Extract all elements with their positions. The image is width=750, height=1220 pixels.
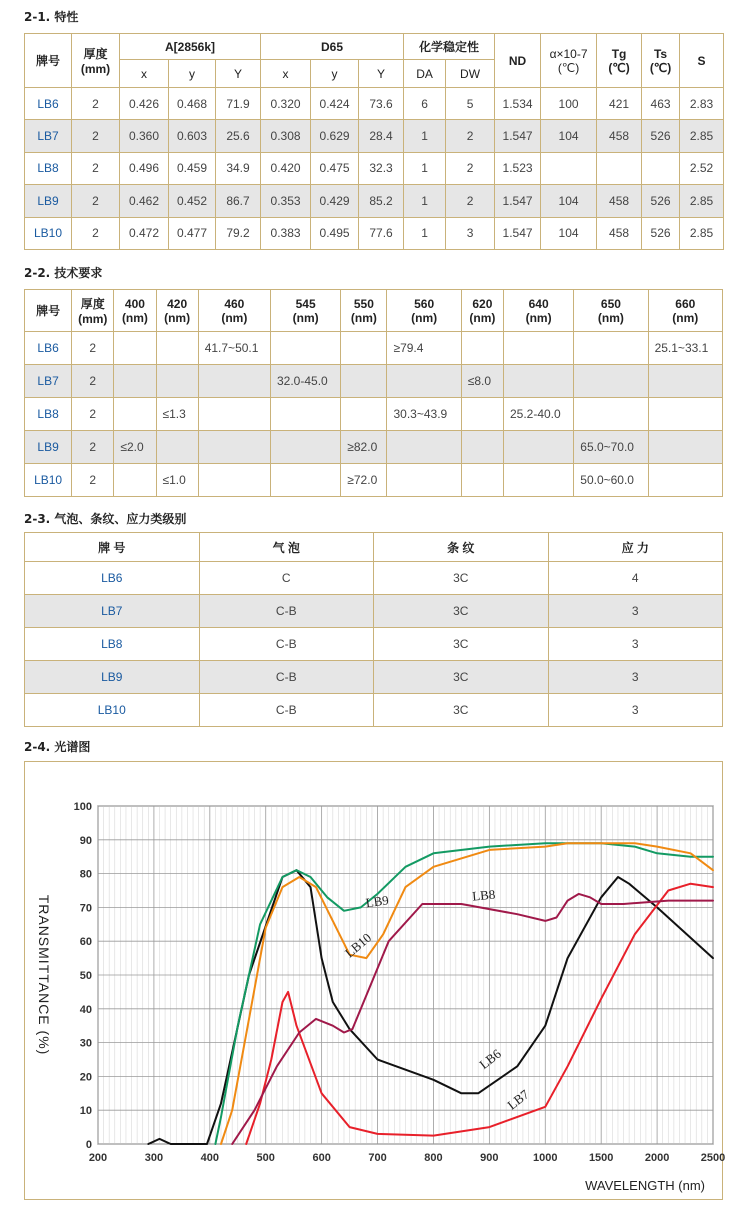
table-cell: 2 — [446, 120, 495, 152]
table-cell — [461, 332, 503, 365]
table-cell — [387, 464, 461, 497]
table-header: 400 (nm) — [114, 290, 156, 332]
table-header: 650 (nm) — [574, 290, 648, 332]
table-cell — [387, 365, 461, 398]
grade-code: LB6 — [25, 88, 72, 120]
table-cell: 0.477 — [169, 217, 216, 249]
table-cell: 25.6 — [216, 120, 261, 152]
table-cell: 2 — [72, 120, 120, 152]
table-row — [25, 464, 723, 497]
table-cell: 0.429 — [311, 185, 359, 217]
table-cell — [503, 365, 573, 398]
table-row — [25, 661, 723, 694]
y-tick-label: 60 — [79, 936, 92, 949]
table-cell: 2 — [72, 365, 114, 398]
x-tick-label: 700 — [368, 1152, 387, 1164]
table-row — [25, 185, 724, 217]
table-cell: 104 — [541, 217, 597, 249]
grade-code: LB10 — [25, 694, 200, 727]
x-tick-label: 2000 — [644, 1152, 670, 1164]
table-cell: 0.452 — [169, 185, 216, 217]
table-cell — [642, 152, 680, 184]
table-cell: 2.85 — [680, 185, 724, 217]
table-header: 应 力 — [548, 533, 723, 562]
table-cell: 100 — [541, 88, 597, 120]
header-dw: DW — [446, 60, 495, 88]
header-a-Y: Y — [216, 60, 261, 88]
table-cell — [597, 152, 642, 184]
table-cell: 104 — [541, 120, 597, 152]
table-cell: 0.424 — [311, 88, 359, 120]
table-cell — [574, 332, 648, 365]
table-cell — [156, 332, 198, 365]
table-cell: 77.6 — [359, 217, 404, 249]
x-tick-label: 500 — [256, 1152, 275, 1164]
table-cell: 3C — [374, 661, 549, 694]
grades-table — [24, 532, 723, 727]
header-code: 牌号 — [25, 34, 72, 88]
header-d65: D65 — [261, 34, 404, 60]
table-cell: 25.2-40.0 — [503, 398, 573, 431]
table-header: 牌号 — [25, 290, 72, 332]
table-cell: 1.523 — [495, 152, 541, 184]
grade-code: LB10 — [25, 464, 72, 497]
table-cell — [271, 464, 341, 497]
table-cell: 3 — [548, 628, 723, 661]
table-row — [25, 595, 723, 628]
table-cell — [648, 365, 722, 398]
x-tick-label: 300 — [144, 1152, 164, 1164]
table-row — [25, 398, 723, 431]
table-cell: 0.472 — [120, 217, 169, 249]
table-cell: 463 — [642, 88, 680, 120]
header-d65-y: y — [311, 60, 359, 88]
table-cell — [114, 464, 156, 497]
table-cell: 0.468 — [169, 88, 216, 120]
table-cell: ≤2.0 — [114, 431, 156, 464]
table-cell: 5 — [446, 88, 495, 120]
x-axis-label: WAVELENGTH (nm) — [585, 1178, 705, 1193]
table-cell: 30.3~43.9 — [387, 398, 461, 431]
y-tick-label: 20 — [79, 1071, 92, 1084]
table-cell: 28.4 — [359, 120, 404, 152]
table-cell: 526 — [642, 120, 680, 152]
table-row — [25, 332, 723, 365]
header-a2856k: A[2856k] — [120, 34, 261, 60]
table-cell — [341, 365, 387, 398]
table-header: 460 (nm) — [198, 290, 270, 332]
table-cell: 3 — [548, 661, 723, 694]
table-cell — [503, 431, 573, 464]
table-cell — [461, 398, 503, 431]
y-tick-label: 70 — [79, 902, 92, 915]
properties-table — [24, 33, 724, 250]
grade-code: LB9 — [25, 185, 72, 217]
table-cell: ≤1.0 — [156, 464, 198, 497]
table-header: 560 (nm) — [387, 290, 461, 332]
table-cell: ≤8.0 — [461, 365, 503, 398]
table-cell: 2.52 — [680, 152, 724, 184]
table-cell: 32.3 — [359, 152, 404, 184]
table-cell: 2.85 — [680, 217, 724, 249]
table-header: 660 (nm) — [648, 290, 722, 332]
table-row — [25, 628, 723, 661]
table-cell: ≥79.4 — [387, 332, 461, 365]
table-header: 640 (nm) — [503, 290, 573, 332]
x-tick-label: 400 — [200, 1152, 219, 1164]
table-cell: ≤1.3 — [156, 398, 198, 431]
header-thickness: 厚度 (mm) — [72, 34, 120, 88]
table-cell: C-B — [199, 661, 374, 694]
y-tick-label: 90 — [79, 834, 92, 847]
table-header: 条 纹 — [374, 533, 549, 562]
table-cell — [341, 398, 387, 431]
table-cell: 0.462 — [120, 185, 169, 217]
table-cell — [271, 431, 341, 464]
table-cell: 1 — [404, 185, 446, 217]
table-cell: 526 — [642, 217, 680, 249]
series-label: LB6 — [476, 1045, 504, 1073]
table-cell — [114, 398, 156, 431]
grade-code: LB6 — [25, 332, 72, 365]
table-cell: 85.2 — [359, 185, 404, 217]
series-label: LB7 — [504, 1086, 532, 1113]
table-cell: 2 — [72, 185, 120, 217]
grade-code: LB7 — [25, 120, 72, 152]
table-cell — [156, 431, 198, 464]
table-cell — [198, 365, 270, 398]
table-header: 牌 号 — [25, 533, 200, 562]
table-cell — [648, 398, 722, 431]
table-cell — [271, 398, 341, 431]
table-cell — [503, 332, 573, 365]
table-cell: 2 — [72, 431, 114, 464]
table-cell: 0.360 — [120, 120, 169, 152]
table-row — [25, 152, 724, 184]
table-cell — [648, 431, 722, 464]
table-cell: C-B — [199, 595, 374, 628]
table-cell — [541, 152, 597, 184]
table-cell — [198, 464, 270, 497]
table-cell: 0.383 — [261, 217, 311, 249]
section-title-grades: 2-3. 气泡、条纹、应力类级别 — [24, 512, 187, 526]
table-cell: 71.9 — [216, 88, 261, 120]
table-cell — [461, 464, 503, 497]
table-cell: 458 — [597, 120, 642, 152]
table-cell: C-B — [199, 694, 374, 727]
table-row — [25, 562, 723, 595]
x-tick-label: 900 — [480, 1152, 499, 1164]
table-cell: 2 — [72, 398, 114, 431]
table-cell: 0.353 — [261, 185, 311, 217]
table-cell: 0.629 — [311, 120, 359, 152]
table-cell: 0.320 — [261, 88, 311, 120]
x-tick-label: 1500 — [588, 1152, 614, 1164]
y-tick-label: 30 — [79, 1037, 92, 1050]
grade-code: LB8 — [25, 628, 200, 661]
table-cell — [648, 464, 722, 497]
section-title-requirements: 2-2. 技术要求 — [24, 266, 103, 280]
x-tick-label: 800 — [424, 1152, 443, 1164]
table-cell: 65.0~70.0 — [574, 431, 648, 464]
table-cell: 0.495 — [311, 217, 359, 249]
table-cell: 6 — [404, 88, 446, 120]
grade-code: LB10 — [25, 217, 72, 249]
table-cell: 50.0~60.0 — [574, 464, 648, 497]
table-cell: 4 — [548, 562, 723, 595]
table-header: 550 (nm) — [341, 290, 387, 332]
table-cell: 2.83 — [680, 88, 724, 120]
table-cell: 86.7 — [216, 185, 261, 217]
grade-code: LB7 — [25, 595, 200, 628]
table-cell — [114, 365, 156, 398]
y-axis-label: TRANSMITTANCE (%) — [36, 894, 52, 1056]
table-cell — [198, 398, 270, 431]
table-cell: 3 — [446, 217, 495, 249]
table-cell: 0.308 — [261, 120, 311, 152]
table-cell — [156, 365, 198, 398]
table-cell: 1.547 — [495, 217, 541, 249]
table-cell: 79.2 — [216, 217, 261, 249]
table-cell: 1 — [404, 120, 446, 152]
y-tick-label: 10 — [79, 1105, 92, 1118]
table-cell — [461, 431, 503, 464]
table-cell: 34.9 — [216, 152, 261, 184]
table-cell: 32.0-45.0 — [271, 365, 341, 398]
table-cell: 2.85 — [680, 120, 724, 152]
grade-code: LB8 — [25, 398, 72, 431]
table-row — [25, 431, 723, 464]
table-cell: 3C — [374, 628, 549, 661]
table-cell: 3 — [548, 595, 723, 628]
table-cell: 2 — [446, 185, 495, 217]
header-chemical-stability: 化学稳定性 — [404, 34, 495, 60]
table-row — [25, 694, 723, 727]
table-cell: 2 — [72, 464, 114, 497]
table-cell: 2 — [72, 152, 120, 184]
grade-code: LB7 — [25, 365, 72, 398]
grade-code: LB8 — [25, 152, 72, 184]
spectrum-chart — [25, 762, 726, 1199]
table-cell: 1.547 — [495, 185, 541, 217]
table-header: 厚度 (mm) — [72, 290, 114, 332]
section-title-properties: 2-1. 特性 — [24, 10, 79, 24]
spectrum-chart-frame — [24, 761, 726, 1200]
table-cell: 1.547 — [495, 120, 541, 152]
header-tg: Tg (℃) — [597, 34, 642, 88]
y-tick-label: 40 — [79, 1003, 92, 1016]
header-d65-Y: Y — [359, 60, 404, 88]
x-tick-label: 600 — [312, 1152, 331, 1164]
table-cell: 0.496 — [120, 152, 169, 184]
table-cell: 25.1~33.1 — [648, 332, 722, 365]
header-d65-x: x — [261, 60, 311, 88]
table-cell — [574, 365, 648, 398]
table-row — [25, 88, 724, 120]
table-cell — [271, 332, 341, 365]
table-cell: 526 — [642, 185, 680, 217]
table-cell: 2 — [72, 88, 120, 120]
table-cell: C-B — [199, 628, 374, 661]
header-s: S — [680, 34, 724, 88]
table-cell: 458 — [597, 217, 642, 249]
header-nd: ND — [495, 34, 541, 88]
table-cell: 421 — [597, 88, 642, 120]
grade-code: LB9 — [25, 661, 200, 694]
table-cell: 0.420 — [261, 152, 311, 184]
table-cell: 1 — [404, 152, 446, 184]
y-tick-label: 50 — [79, 970, 92, 982]
table-cell: ≥82.0 — [341, 431, 387, 464]
table-row — [25, 120, 724, 152]
requirements-table — [24, 289, 723, 497]
table-cell: 2 — [446, 152, 495, 184]
table-row — [25, 217, 724, 249]
table-cell: 1 — [404, 217, 446, 249]
table-cell: 3C — [374, 694, 549, 727]
table-header: 420 (nm) — [156, 290, 198, 332]
series-label: LB8 — [471, 886, 496, 904]
table-cell: 2 — [72, 217, 120, 249]
x-tick-label: 200 — [88, 1152, 108, 1164]
table-cell — [574, 398, 648, 431]
header-a-x: x — [120, 60, 169, 88]
table-row — [25, 365, 723, 398]
table-cell: C — [199, 562, 374, 595]
table-cell: 2 — [72, 332, 114, 365]
y-tick-label: 100 — [73, 801, 92, 813]
table-cell — [503, 464, 573, 497]
header-a-y: y — [169, 60, 216, 88]
table-cell: 3C — [374, 595, 549, 628]
table-header: 气 泡 — [199, 533, 374, 562]
header-ts: Ts (℃) — [642, 34, 680, 88]
series-label: LB10 — [341, 929, 375, 961]
x-tick-label: 1000 — [533, 1152, 558, 1164]
table-cell: 3 — [548, 694, 723, 727]
table-header: 545 (nm) — [271, 290, 341, 332]
table-cell — [341, 332, 387, 365]
table-cell: 1.534 — [495, 88, 541, 120]
table-cell: 0.459 — [169, 152, 216, 184]
table-cell — [198, 431, 270, 464]
table-cell: 104 — [541, 185, 597, 217]
y-tick-label: 0 — [85, 1139, 92, 1151]
table-cell: 3C — [374, 562, 549, 595]
table-cell: 73.6 — [359, 88, 404, 120]
table-cell: ≥72.0 — [341, 464, 387, 497]
header-alpha: α×10-7 (℃) — [541, 34, 597, 88]
y-tick-label: 80 — [79, 868, 92, 881]
series-label: LB9 — [364, 892, 390, 911]
table-cell: 458 — [597, 185, 642, 217]
table-cell: 0.475 — [311, 152, 359, 184]
header-da: DA — [404, 60, 446, 88]
grade-code: LB6 — [25, 562, 200, 595]
table-cell: 41.7~50.1 — [198, 332, 270, 365]
table-cell — [387, 431, 461, 464]
x-tick-label: 2500 — [700, 1152, 726, 1164]
grade-code: LB9 — [25, 431, 72, 464]
table-cell: 0.426 — [120, 88, 169, 120]
table-cell: 0.603 — [169, 120, 216, 152]
table-cell — [114, 332, 156, 365]
table-header: 620 (nm) — [461, 290, 503, 332]
section-title-spectrum: 2-4. 光谱图 — [24, 740, 91, 754]
